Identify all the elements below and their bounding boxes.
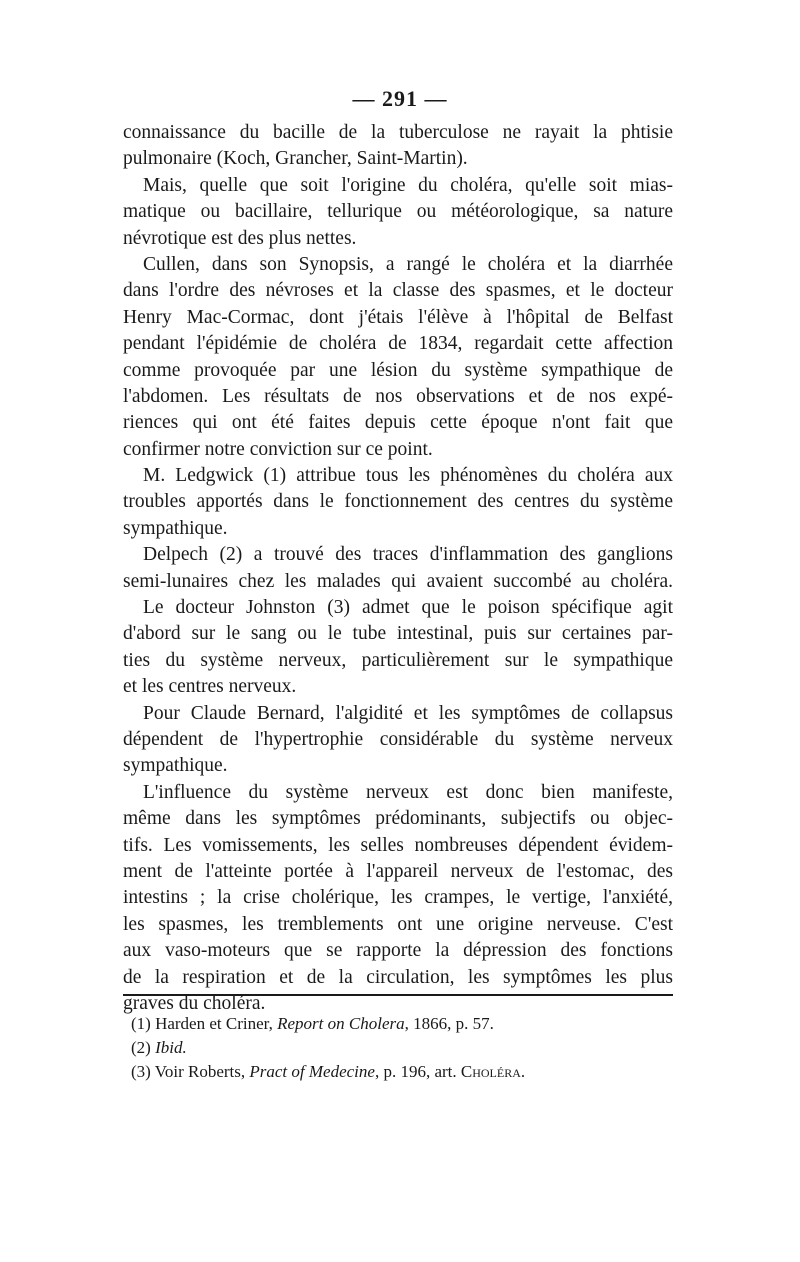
page-number: — 291 —	[352, 86, 448, 111]
text-line: Le docteur Johnston (3) admet que le poison spécifique agit	[143, 597, 673, 619]
footnote-3	[131, 1060, 671, 1084]
footnote-2	[131, 1036, 671, 1060]
text-line: même dans les symptômes prédominants, subjectifs ou objec-	[123, 808, 673, 830]
footnote-3-ref: , p. 196, art.	[374, 1062, 461, 1081]
text-line: intestins ; la crise cholérique, les crampes, le vertige, l'anxiété,	[123, 887, 673, 909]
text-line: l'abdomen. Les résultats de nos observations et de nos expé-	[123, 385, 673, 407]
text-line: semi-lunaires chez les malades qui avaient succombé au choléra.	[123, 570, 673, 592]
text-line: ties du système nerveux, particulièrement sur le sympathique	[123, 649, 673, 671]
text-line: et les centres nerveux.	[123, 676, 297, 698]
text-line: névrotique est des plus nettes.	[123, 227, 357, 249]
text-line: riences qui ont été faites depuis cette époque n'ont fait que	[123, 412, 673, 434]
footnote-3-word: Choléra	[460, 1062, 521, 1081]
footnote-3-text: (3) Voir Roberts,	[131, 1062, 250, 1081]
text-line: tifs. Les vomissements, les selles nombreuses dépendent évidem-	[123, 834, 673, 856]
footnote-3-title: Pract of Medecine	[249, 1062, 375, 1081]
footnote-2-text: (2)	[131, 1038, 156, 1057]
body-text	[123, 120, 673, 1017]
text-line: Delpech (2) a trouvé des traces d'inflammation des ganglions	[143, 544, 673, 566]
text-line: de la respiration et de la circulation, les symptômes les plus	[123, 966, 673, 988]
text-line: graves du choléra.	[123, 992, 266, 1014]
footnote-3-end: .	[520, 1062, 526, 1081]
text-line: matique ou bacillaire, tellurique ou météorologique, sa nature	[123, 201, 673, 223]
footnotes	[131, 1012, 671, 1084]
text-line: les spasmes, les tremblements ont une origine nerveuse. C'est	[123, 913, 673, 935]
text-line: M. Ledgwick (1) attribue tous les phénomènes du choléra aux	[143, 465, 673, 487]
footnote-rule	[123, 994, 673, 996]
text-line: sympathique.	[123, 755, 228, 777]
text-line: Cullen, dans son Synopsis, a rangé le choléra et la diarrhée	[143, 253, 673, 275]
text-line: dépendent de l'hypertrophie considérable du système nerveux	[123, 728, 673, 750]
text-line: Pour Claude Bernard, l'algidité et les symptômes de collapsus	[143, 702, 673, 724]
footnote-1-text: (1) Harden et Criner,	[131, 1014, 278, 1033]
footnote-1-ref: , 1866, p. 57.	[404, 1014, 494, 1033]
text-line: Henry Mac-Cormac, dont j'étais l'élève à l'hôpital de Belfast	[123, 306, 673, 328]
text-line: ment de l'atteinte portée à l'appareil nerveux de l'estomac, des	[123, 860, 673, 882]
text-line: Mais, quelle que soit l'origine du choléra, qu'elle soit mias-	[143, 174, 673, 196]
footnote-1-title: Report on Cholera	[277, 1014, 405, 1033]
text-line: pulmonaire (Koch, Grancher, Saint-Martin).	[123, 148, 468, 170]
text-line: aux vaso-moteurs que se rapporte la dépression des fonctions	[123, 940, 673, 962]
text-line: L'influence du système nerveux est donc bien manifeste,	[143, 781, 673, 803]
footnote-2-title: Ibid.	[155, 1038, 187, 1057]
text-line: troubles apportés dans le fonctionnement des centres du système	[123, 491, 673, 513]
text-line: d'abord sur le sang ou le tube intestinal, puis sur certaines par-	[123, 623, 673, 645]
text-line: sympathique.	[123, 517, 228, 539]
text-line: confirmer notre conviction sur ce point.	[123, 438, 433, 460]
text-line: comme provoquée par une lésion du système sympathique de	[123, 359, 673, 381]
text-line: pendant l'épidémie de choléra de 1834, regardait cette affection	[123, 333, 673, 355]
text-line: connaissance du bacille de la tuberculose ne rayait la phtisie	[123, 122, 673, 143]
text-line: dans l'ordre des névroses et la classe des spasmes, et le docteur	[123, 280, 673, 302]
footnote-1	[131, 1012, 671, 1036]
